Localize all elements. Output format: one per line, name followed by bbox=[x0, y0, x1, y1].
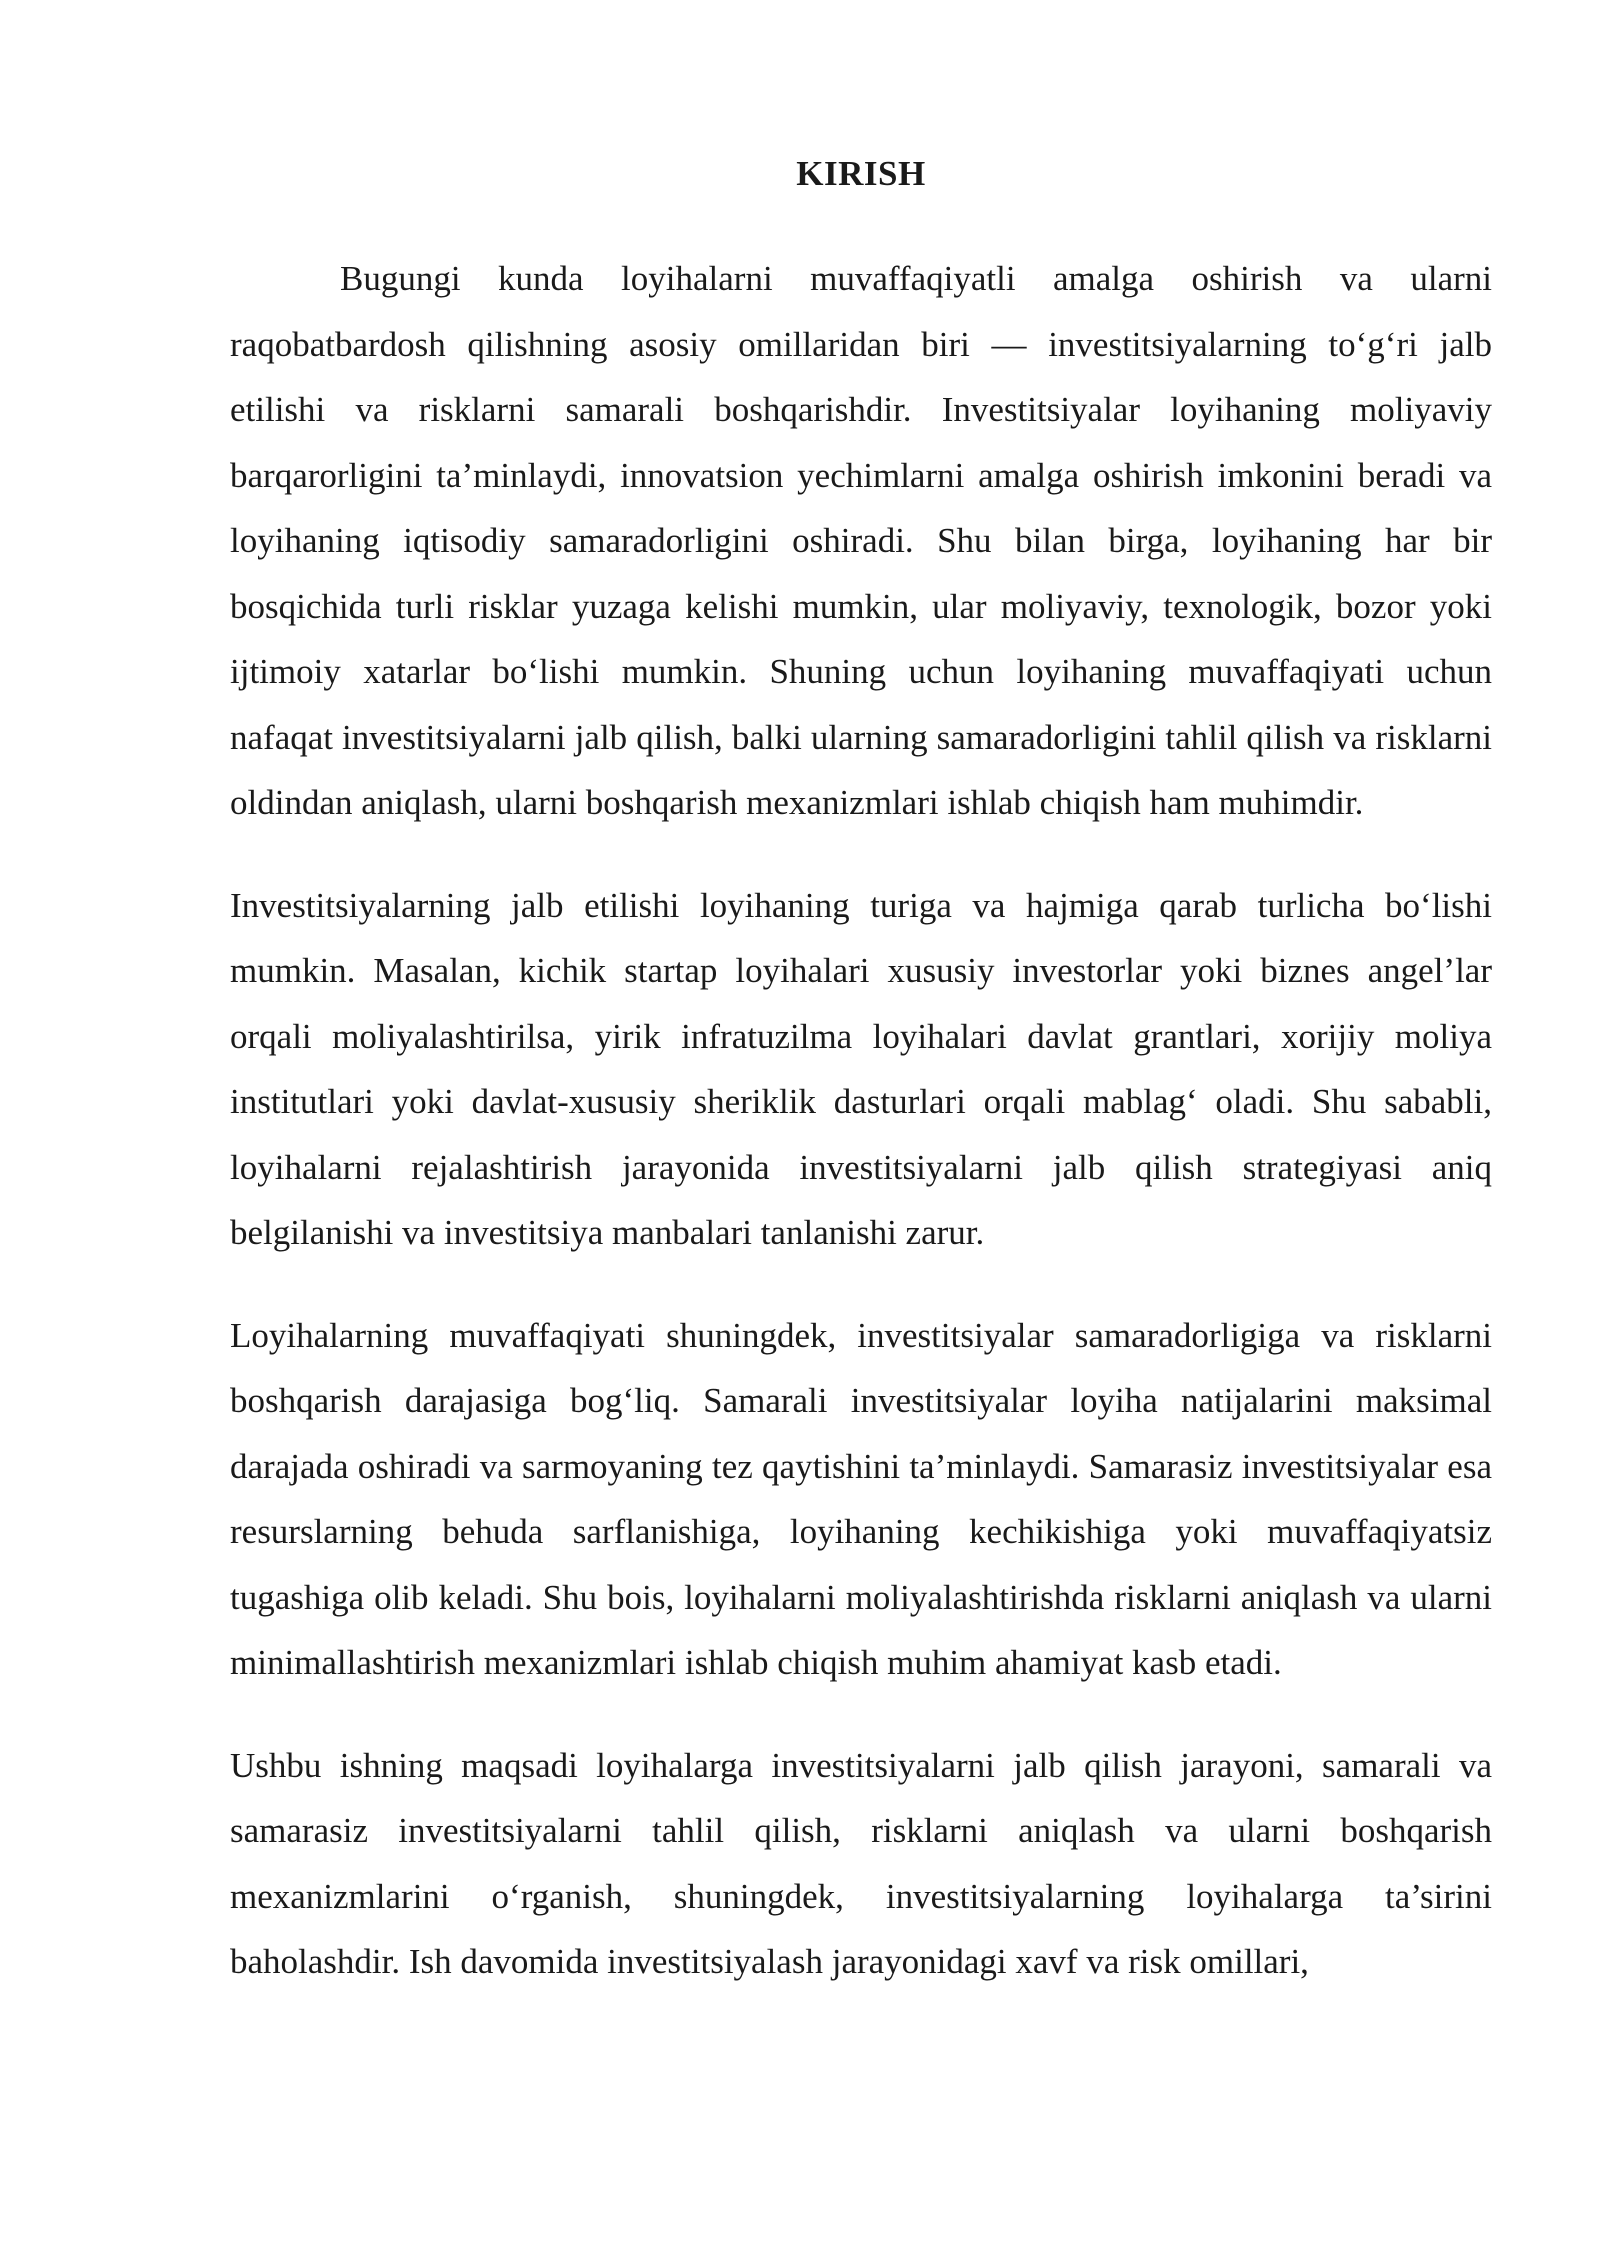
page-title: KIRISH bbox=[796, 154, 926, 193]
paragraph-4: Ushbu ishning maqsadi loyihalarga investitsiyalarni jalb qilish jarayoni, samarali va samarasiz investitsiyalarni tahlil qilish, risklarni aniqlash va ularni boshqarish mexanizmlarini o‘rganish, shuningdek, investitsiyalarning loyihalarga ta’sirini baholashdir. Ish davomida investitsiyalash jarayonidagi xavf va risk omillari, bbox=[230, 1745, 1492, 1981]
paragraph-3: Loyihalarning muvaffaqiyati shuningdek, investitsiyalar samaradorligiga va risklarni boshqarish darajasiga bog‘liq. Samarali investitsiyalar loyiha natijalarini maksimal darajada oshiradi va sarmoyaning tez qaytishini ta’minlaydi. Samarasiz investitsiyalar esa resurslarning behuda sarflanishiga, loyihaning kechikishiga yoki muvaffaqiyatsiz tugashiga olib keladi. Shu bois, loyihalarni moliyalashtirishda risklarni aniqlash va ularni minimallashtirish mexanizmlari ishlab chiqish muhim ahamiyat kasb etadi. bbox=[230, 1315, 1492, 1682]
paragraph-1: Bugungi kunda loyihalarni muvaffaqiyatli amalga oshirish va ularni raqobatbardosh qilishning asosiy omillaridan biri — investitsiyalarning to‘g‘ri jalb etilishi va risklarni samarali boshqarishdir. Investitsiyalar loyihaning moliyaviy barqarorligini ta’minlaydi, innovatsion yechimlarni amalga oshirish imkonini beradi va loyihaning iqtisodiy samaradorligini oshiradi. Shu bilan birga, loyihaning har bir bosqichida turli risklar yuzaga kelishi mumkin, ular moliyaviy, texnologik, bozor yoki ijtimoiy xatarlar bo‘lishi mumkin. Shuning uchun loyihaning muvaffaqiyati uchun nafaqat investitsiyalarni jalb qilish, balki ularning samaradorligini tahlil qilish va risklarni oldindan aniqlash, ularni boshqarish mexanizmlari ishlab chiqish ham muhimdir. bbox=[230, 259, 1492, 822]
paragraph-2: Investitsiyalarning jalb etilishi loyihaning turiga va hajmiga qarab turlicha bo‘lishi mumkin. Masalan, kichik startap loyihalari xususiy investorlar yoki biznes angel’lar orqali moliyalashtirilsa, yirik infratuzilma loyihalari davlat grantlari, xorijiy moliya institutlari yoki davlat-xususiy sheriklik dasturlari orqali mablag‘ oladi. Shu sababli, loyihalarni rejalashtirish jarayonida investitsiyalarni jalb qilish strategiyasi aniq belgilanishi va investitsiya manbalari tanlanishi zarur. bbox=[230, 885, 1492, 1252]
document-page bbox=[230, 150, 1492, 2032]
